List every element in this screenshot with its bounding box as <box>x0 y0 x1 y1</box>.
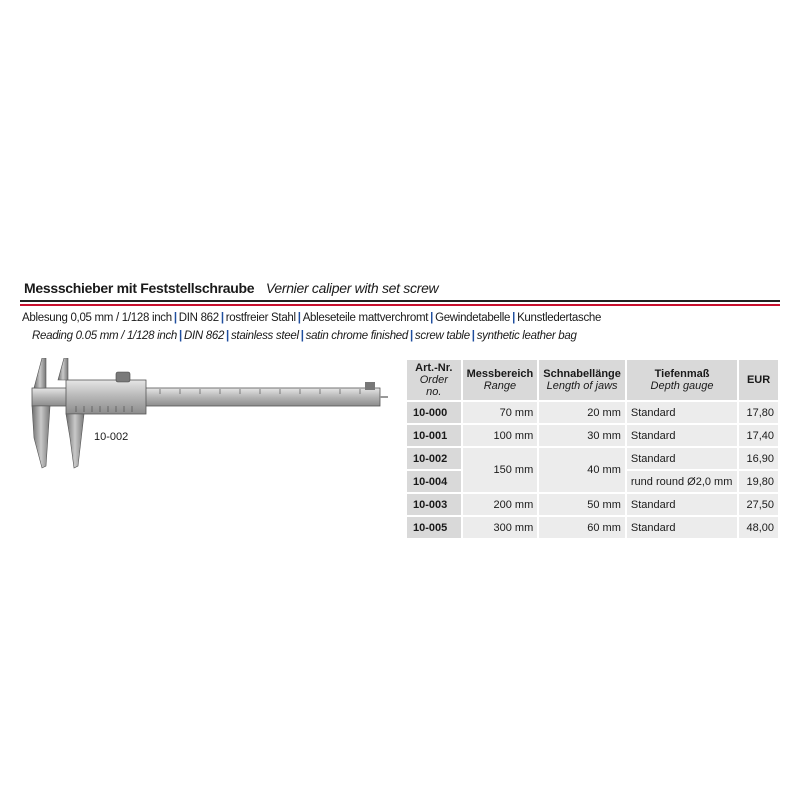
spec-item: Kunstledertasche <box>517 312 602 324</box>
cell-depth: Standard <box>627 448 737 469</box>
cell-range: 150 mm <box>463 448 538 492</box>
title-english: Vernier caliper with set screw <box>265 280 439 296</box>
cell-price: 16,90 <box>739 448 778 469</box>
cell-order-no: 10-001 <box>407 425 461 446</box>
spec-item: Reading 0.05 mm / 1/128 inch <box>32 330 178 342</box>
title-german: Messschieber mit Feststellschraube <box>24 280 255 296</box>
title-accent-divider <box>20 304 780 306</box>
cell-order-no: 10-000 <box>407 402 461 423</box>
column-header-depth-gauge: Tiefenmaß Depth gauge <box>627 360 737 400</box>
image-label: 10-002 <box>94 431 129 443</box>
cell-depth: Standard <box>627 494 737 515</box>
caliper-image <box>20 358 390 478</box>
spec-item: Ablesung 0,05 mm / 1/128 inch <box>22 312 172 324</box>
cell-price: 17,40 <box>739 425 778 446</box>
cell-range: 300 mm <box>463 517 538 538</box>
cell-depth: rund round Ø2,0 mm <box>627 471 737 492</box>
table-row <box>407 494 778 515</box>
cell-order-no: 10-005 <box>407 517 461 538</box>
specs-german: Ablesung 0,05 mm / 1/128 inch | DIN 862 | rostfreier Stahl | Ableseteile mattverchromt | Gewindetabelle | Kunstledertasche <box>22 312 602 324</box>
table-row <box>407 425 778 446</box>
spec-item: satin chrome finished <box>305 330 408 342</box>
product-table <box>405 358 780 540</box>
cell-price: 17,80 <box>739 402 778 423</box>
cell-depth: Standard <box>627 402 737 423</box>
column-header-jaws: Schnabellänge Length of jaws <box>539 360 625 400</box>
spec-item: rostfreier Stahl <box>225 312 296 324</box>
cell-depth: Standard <box>627 517 737 538</box>
product-section <box>20 268 780 538</box>
cell-range: 70 mm <box>463 402 538 423</box>
spec-item: screw table <box>414 330 470 342</box>
spec-item: Gewindetabelle <box>435 312 511 324</box>
cell-price: 27,50 <box>739 494 778 515</box>
cell-order-no: 10-003 <box>407 494 461 515</box>
table-row <box>407 402 778 423</box>
section-title <box>24 280 438 296</box>
column-header-range: Messbereich Range <box>463 360 538 400</box>
cell-order-no: 10-004 <box>407 471 461 492</box>
cell-jaws: 20 mm <box>539 402 625 423</box>
cell-range: 100 mm <box>463 425 538 446</box>
specs-english: Reading 0.05 mm / 1/128 inch | DIN 862 | stainless steel | satin chrome finished | screw table | synthetic leather bag <box>32 330 577 342</box>
table-header-row <box>407 360 778 400</box>
cell-jaws: 40 mm <box>539 448 625 492</box>
column-header-order-no: Art.-Nr. Order no. <box>407 360 461 400</box>
spec-item: stainless steel <box>230 330 299 342</box>
table-row <box>407 448 778 469</box>
cell-range: 200 mm <box>463 494 538 515</box>
cell-jaws: 30 mm <box>539 425 625 446</box>
cell-price: 48,00 <box>739 517 778 538</box>
spec-item: Ableseteile mattverchromt <box>302 312 429 324</box>
cell-depth: Standard <box>627 425 737 446</box>
spec-item: DIN 862 <box>183 330 225 342</box>
table-row <box>407 517 778 538</box>
spec-item: DIN 862 <box>178 312 219 324</box>
cell-jaws: 60 mm <box>539 517 625 538</box>
cell-order-no: 10-002 <box>407 448 461 469</box>
cell-price: 19,80 <box>739 471 778 492</box>
title-divider <box>20 300 780 302</box>
spec-item: synthetic leather bag <box>476 330 577 342</box>
column-header-eur: EUR <box>739 360 778 400</box>
cell-jaws: 50 mm <box>539 494 625 515</box>
